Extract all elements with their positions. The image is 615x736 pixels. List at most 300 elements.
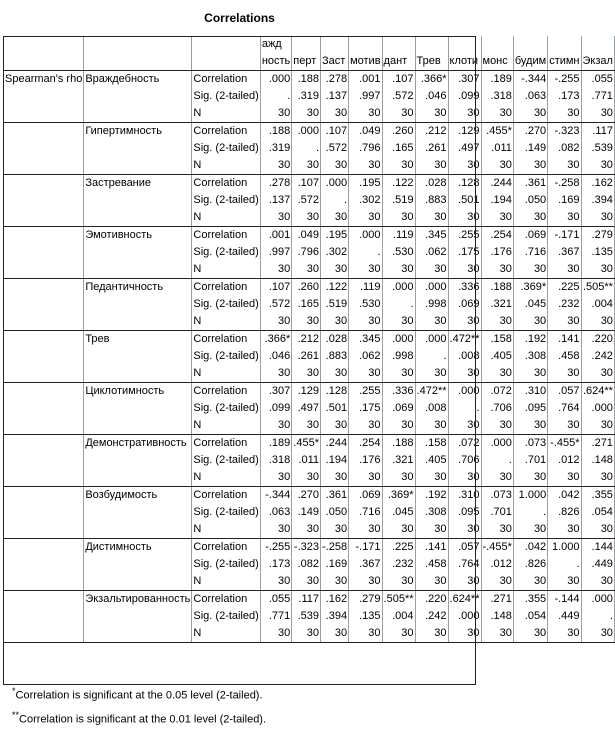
value-cell: 30 bbox=[481, 625, 513, 643]
value-cell: 30 bbox=[321, 521, 349, 539]
value-cell: .063 bbox=[260, 504, 291, 521]
value-cell: .158 bbox=[481, 331, 513, 349]
stub-cell bbox=[4, 469, 84, 487]
value-cell: .716 bbox=[349, 504, 382, 521]
stub-cell bbox=[4, 539, 84, 557]
stub-cell bbox=[4, 209, 84, 227]
value-cell: .057 bbox=[448, 539, 481, 557]
stub-cell bbox=[4, 313, 84, 331]
value-cell: .129 bbox=[448, 123, 481, 141]
table-row bbox=[4, 417, 615, 435]
value-cell: 30 bbox=[292, 105, 321, 123]
value-cell: .318 bbox=[481, 88, 513, 105]
stub-cell bbox=[4, 175, 84, 193]
value-cell: 30 bbox=[321, 105, 349, 123]
value-cell: .042 bbox=[513, 539, 547, 557]
value-cell: .128 bbox=[321, 383, 349, 401]
value-cell: .771 bbox=[581, 88, 614, 105]
value-cell: .054 bbox=[513, 608, 547, 625]
value-cell: .149 bbox=[513, 140, 547, 157]
value-cell: .369* bbox=[513, 279, 547, 297]
value-cell: 30 bbox=[415, 573, 448, 591]
stat-label: Correlation bbox=[192, 487, 260, 505]
value-cell: .394 bbox=[321, 608, 349, 625]
value-cell: .073 bbox=[513, 435, 547, 453]
value-cell: .188 bbox=[382, 435, 415, 453]
value-cell: .175 bbox=[448, 244, 481, 261]
value-cell: .458 bbox=[548, 348, 581, 365]
value-cell: .073 bbox=[481, 487, 513, 505]
value-cell: 30 bbox=[481, 261, 513, 279]
column-header-top bbox=[415, 36, 448, 53]
value-cell: 30 bbox=[349, 157, 382, 175]
footnote-1: *Correlation is significant at the 0.05 level (2-tailed). bbox=[12, 686, 263, 702]
value-cell: .701 bbox=[513, 452, 547, 469]
value-cell: 30 bbox=[548, 625, 581, 643]
header-corner bbox=[4, 53, 84, 71]
value-cell: .165 bbox=[292, 296, 321, 313]
table-row bbox=[4, 400, 615, 417]
value-cell: . bbox=[382, 296, 415, 313]
value-cell: .505** bbox=[581, 279, 614, 297]
value-cell: .122 bbox=[382, 175, 415, 193]
value-cell: 30 bbox=[548, 365, 581, 383]
value-cell: .212 bbox=[415, 123, 448, 141]
value-cell: 30 bbox=[548, 157, 581, 175]
value-cell: .369* bbox=[382, 487, 415, 505]
value-cell: 30 bbox=[349, 417, 382, 435]
value-cell: 30 bbox=[548, 209, 581, 227]
header-corner bbox=[192, 36, 260, 53]
stat-label: N bbox=[192, 105, 260, 123]
value-cell: .188 bbox=[481, 279, 513, 297]
value-cell: 30 bbox=[382, 469, 415, 487]
value-cell: .000 bbox=[382, 331, 415, 349]
value-cell: -.144 bbox=[548, 591, 581, 609]
value-cell: .367 bbox=[349, 556, 382, 573]
stat-label: Correlation bbox=[192, 383, 260, 401]
value-cell: .072 bbox=[481, 383, 513, 401]
value-cell: .232 bbox=[548, 296, 581, 313]
value-cell: 1.000 bbox=[513, 487, 547, 505]
value-cell: 30 bbox=[581, 521, 614, 539]
table-row bbox=[4, 261, 615, 279]
stat-label: N bbox=[192, 209, 260, 227]
value-cell: .449 bbox=[581, 556, 614, 573]
value-cell: .099 bbox=[448, 88, 481, 105]
value-cell: . bbox=[481, 452, 513, 469]
value-cell: 30 bbox=[581, 261, 614, 279]
column-header: мотив bbox=[349, 53, 382, 71]
stub-cell bbox=[4, 383, 84, 401]
table-title: Correlations bbox=[204, 11, 275, 25]
table-row bbox=[4, 71, 615, 89]
stat-label: Sig. (2-tailed) bbox=[192, 296, 260, 313]
value-cell: 30 bbox=[513, 625, 547, 643]
value-cell: 30 bbox=[581, 157, 614, 175]
value-cell: .998 bbox=[415, 296, 448, 313]
value-cell: .302 bbox=[321, 244, 349, 261]
value-cell: .242 bbox=[581, 348, 614, 365]
value-cell: .000 bbox=[448, 608, 481, 625]
value-cell: .062 bbox=[415, 244, 448, 261]
value-cell: .000 bbox=[581, 400, 614, 417]
stub-cell bbox=[4, 556, 84, 573]
value-cell: 30 bbox=[260, 365, 291, 383]
value-cell: . bbox=[581, 608, 614, 625]
value-cell: .394 bbox=[581, 192, 614, 209]
table-row bbox=[4, 435, 615, 453]
value-cell: .082 bbox=[548, 140, 581, 157]
value-cell: .764 bbox=[448, 556, 481, 573]
value-cell: .069 bbox=[448, 296, 481, 313]
value-cell: .624** bbox=[448, 591, 481, 609]
value-cell: .192 bbox=[513, 331, 547, 349]
value-cell: 30 bbox=[260, 469, 291, 487]
value-cell: .308 bbox=[513, 348, 547, 365]
table-row bbox=[4, 140, 615, 157]
stat-label: Sig. (2-tailed) bbox=[192, 452, 260, 469]
value-cell: 30 bbox=[448, 573, 481, 591]
stub-cell bbox=[4, 140, 84, 157]
value-cell: .225 bbox=[382, 539, 415, 557]
table-row bbox=[4, 123, 615, 141]
row-variable: Застревание bbox=[84, 175, 192, 193]
value-cell: .321 bbox=[481, 296, 513, 313]
value-cell: 30 bbox=[481, 365, 513, 383]
column-header: стимн bbox=[548, 53, 581, 71]
value-cell: .998 bbox=[382, 348, 415, 365]
stat-label: Sig. (2-tailed) bbox=[192, 608, 260, 625]
row-variable bbox=[84, 625, 192, 643]
value-cell: .001 bbox=[349, 71, 382, 89]
value-cell: 30 bbox=[260, 209, 291, 227]
value-cell: .082 bbox=[292, 556, 321, 573]
value-cell: 30 bbox=[292, 261, 321, 279]
value-cell: .000 bbox=[415, 279, 448, 297]
row-variable bbox=[84, 157, 192, 175]
value-cell: .279 bbox=[349, 591, 382, 609]
value-cell: 30 bbox=[448, 261, 481, 279]
table-row bbox=[4, 209, 615, 227]
value-cell: .176 bbox=[481, 244, 513, 261]
value-cell: .119 bbox=[382, 227, 415, 245]
table-row bbox=[4, 591, 615, 609]
value-cell: .242 bbox=[415, 608, 448, 625]
value-cell: 30 bbox=[260, 261, 291, 279]
value-cell: 30 bbox=[581, 573, 614, 591]
table-row bbox=[4, 539, 615, 557]
value-cell: .175 bbox=[349, 400, 382, 417]
stat-label: Sig. (2-tailed) bbox=[192, 400, 260, 417]
value-cell: 30 bbox=[292, 313, 321, 331]
value-cell: 30 bbox=[349, 365, 382, 383]
value-cell: .270 bbox=[292, 487, 321, 505]
value-cell: .000 bbox=[448, 383, 481, 401]
value-cell: .997 bbox=[349, 88, 382, 105]
stub-cell bbox=[4, 296, 84, 313]
value-cell: .458 bbox=[415, 556, 448, 573]
value-cell: .189 bbox=[260, 435, 291, 453]
value-cell: .000 bbox=[321, 175, 349, 193]
value-cell: .279 bbox=[581, 227, 614, 245]
row-variable bbox=[84, 608, 192, 625]
value-cell: .310 bbox=[513, 383, 547, 401]
value-cell: .072 bbox=[448, 435, 481, 453]
value-cell: 30 bbox=[382, 105, 415, 123]
value-cell: .501 bbox=[321, 400, 349, 417]
value-cell: -.171 bbox=[548, 227, 581, 245]
value-cell: 30 bbox=[260, 625, 291, 643]
value-cell: .128 bbox=[448, 175, 481, 193]
value-cell: .220 bbox=[415, 591, 448, 609]
value-cell: .225 bbox=[548, 279, 581, 297]
value-cell: .501 bbox=[448, 192, 481, 209]
value-cell: .049 bbox=[349, 123, 382, 141]
stub-cell bbox=[4, 192, 84, 209]
value-cell: .095 bbox=[448, 504, 481, 521]
stub-cell bbox=[4, 88, 84, 105]
value-cell: 30 bbox=[548, 313, 581, 331]
value-cell: .572 bbox=[321, 140, 349, 157]
row-variable bbox=[84, 244, 192, 261]
stat-label: N bbox=[192, 417, 260, 435]
value-cell: .366* bbox=[415, 71, 448, 89]
stat-label: Sig. (2-tailed) bbox=[192, 140, 260, 157]
value-cell: 30 bbox=[513, 521, 547, 539]
stat-label: Sig. (2-tailed) bbox=[192, 556, 260, 573]
table-row bbox=[4, 244, 615, 261]
value-cell: .000 bbox=[481, 435, 513, 453]
value-cell: .319 bbox=[260, 140, 291, 157]
value-cell: .826 bbox=[513, 556, 547, 573]
value-cell: .192 bbox=[415, 487, 448, 505]
value-cell: 30 bbox=[548, 417, 581, 435]
row-variable: Дистимность bbox=[84, 539, 192, 557]
value-cell: .117 bbox=[292, 591, 321, 609]
table-row bbox=[4, 348, 615, 365]
stat-label: Sig. (2-tailed) bbox=[192, 88, 260, 105]
table-row bbox=[4, 331, 615, 349]
value-cell: 30 bbox=[321, 573, 349, 591]
value-cell: 1.000 bbox=[548, 539, 581, 557]
value-cell: -.323 bbox=[548, 123, 581, 141]
value-cell: .716 bbox=[513, 244, 547, 261]
value-cell: .001 bbox=[260, 227, 291, 245]
value-cell: .000 bbox=[260, 71, 291, 89]
value-cell: .336 bbox=[448, 279, 481, 297]
value-cell: .997 bbox=[260, 244, 291, 261]
value-cell: 30 bbox=[321, 469, 349, 487]
value-cell: 30 bbox=[349, 521, 382, 539]
table-row bbox=[4, 487, 615, 505]
value-cell: 30 bbox=[292, 625, 321, 643]
value-cell: .050 bbox=[321, 504, 349, 521]
value-cell: .302 bbox=[349, 192, 382, 209]
value-cell: 30 bbox=[481, 573, 513, 591]
value-cell: 30 bbox=[349, 573, 382, 591]
stat-label: Correlation bbox=[192, 175, 260, 193]
value-cell: 30 bbox=[382, 209, 415, 227]
column-header: Трев bbox=[415, 53, 448, 71]
row-variable bbox=[84, 261, 192, 279]
value-cell: .270 bbox=[513, 123, 547, 141]
value-cell: .069 bbox=[349, 487, 382, 505]
stub-cell bbox=[4, 157, 84, 175]
table-row bbox=[4, 175, 615, 193]
value-cell: .173 bbox=[548, 88, 581, 105]
value-cell: .539 bbox=[581, 140, 614, 157]
correlations-table bbox=[3, 36, 615, 643]
stub-cell: Spearman's rho bbox=[4, 71, 84, 89]
value-cell: 30 bbox=[481, 157, 513, 175]
value-cell: 30 bbox=[382, 417, 415, 435]
value-cell: 30 bbox=[581, 209, 614, 227]
value-cell: .173 bbox=[260, 556, 291, 573]
column-header: Экзал bbox=[581, 53, 614, 71]
stub-cell bbox=[4, 105, 84, 123]
row-variable bbox=[84, 365, 192, 383]
value-cell: .220 bbox=[581, 331, 614, 349]
value-cell: .165 bbox=[382, 140, 415, 157]
stub-cell bbox=[4, 331, 84, 349]
value-cell: .107 bbox=[292, 175, 321, 193]
value-cell: .307 bbox=[448, 71, 481, 89]
value-cell: .028 bbox=[415, 175, 448, 193]
value-cell: .278 bbox=[321, 71, 349, 89]
value-cell: .045 bbox=[513, 296, 547, 313]
value-cell: 30 bbox=[415, 521, 448, 539]
stat-label: N bbox=[192, 521, 260, 539]
value-cell: 30 bbox=[292, 573, 321, 591]
value-cell: 30 bbox=[448, 313, 481, 331]
value-cell: .519 bbox=[321, 296, 349, 313]
value-cell: .042 bbox=[548, 487, 581, 505]
value-cell: .355 bbox=[513, 591, 547, 609]
value-cell: .367 bbox=[548, 244, 581, 261]
value-cell: 30 bbox=[513, 261, 547, 279]
table-row bbox=[4, 279, 615, 297]
value-cell: .158 bbox=[415, 435, 448, 453]
value-cell: .169 bbox=[548, 192, 581, 209]
value-cell: 30 bbox=[349, 625, 382, 643]
value-cell: .062 bbox=[349, 348, 382, 365]
value-cell: .194 bbox=[481, 192, 513, 209]
value-cell: .141 bbox=[548, 331, 581, 349]
value-cell: . bbox=[513, 504, 547, 521]
value-cell: .008 bbox=[448, 348, 481, 365]
value-cell: . bbox=[321, 192, 349, 209]
value-cell: 30 bbox=[382, 313, 415, 331]
stat-label: Correlation bbox=[192, 331, 260, 349]
value-cell: .706 bbox=[448, 452, 481, 469]
value-cell: .000 bbox=[382, 279, 415, 297]
row-variable: Гипертимность bbox=[84, 123, 192, 141]
value-cell: -.323 bbox=[292, 539, 321, 557]
value-cell: .321 bbox=[382, 452, 415, 469]
value-cell: .318 bbox=[260, 452, 291, 469]
value-cell: -.171 bbox=[349, 539, 382, 557]
value-cell: .195 bbox=[321, 227, 349, 245]
value-cell: 30 bbox=[448, 105, 481, 123]
stub-cell bbox=[4, 261, 84, 279]
table-row bbox=[4, 365, 615, 383]
value-cell: .149 bbox=[292, 504, 321, 521]
stat-label: N bbox=[192, 157, 260, 175]
table-row bbox=[4, 504, 615, 521]
value-cell: 30 bbox=[292, 417, 321, 435]
table-row bbox=[4, 192, 615, 209]
row-variable: Педантичность bbox=[84, 279, 192, 297]
row-variable bbox=[84, 296, 192, 313]
value-cell: 30 bbox=[548, 261, 581, 279]
column-header-top bbox=[292, 36, 321, 53]
stub-cell bbox=[4, 487, 84, 505]
table-row bbox=[4, 157, 615, 175]
row-variable: Циклотимность bbox=[84, 383, 192, 401]
stat-label: Correlation bbox=[192, 123, 260, 141]
value-cell: .449 bbox=[548, 608, 581, 625]
value-cell: 30 bbox=[321, 365, 349, 383]
value-cell: 30 bbox=[415, 417, 448, 435]
value-cell: 30 bbox=[292, 365, 321, 383]
value-cell: -.255 bbox=[548, 71, 581, 89]
value-cell: 30 bbox=[415, 261, 448, 279]
stat-label: Sig. (2-tailed) bbox=[192, 504, 260, 521]
value-cell: .345 bbox=[349, 331, 382, 349]
table-row bbox=[4, 469, 615, 487]
value-cell: .137 bbox=[321, 88, 349, 105]
value-cell: .046 bbox=[415, 88, 448, 105]
column-header: монс bbox=[481, 53, 513, 71]
header-corner bbox=[4, 36, 84, 53]
value-cell: .099 bbox=[260, 400, 291, 417]
value-cell: .336 bbox=[382, 383, 415, 401]
value-cell: -.344 bbox=[260, 487, 291, 505]
stat-label: Sig. (2-tailed) bbox=[192, 348, 260, 365]
value-cell: 30 bbox=[321, 625, 349, 643]
stub-cell bbox=[4, 452, 84, 469]
value-cell: .472** bbox=[415, 383, 448, 401]
column-header-top bbox=[513, 36, 547, 53]
value-cell: .455* bbox=[481, 123, 513, 141]
row-variable bbox=[84, 469, 192, 487]
stat-label: Sig. (2-tailed) bbox=[192, 244, 260, 261]
value-cell: 30 bbox=[292, 209, 321, 227]
value-cell: 30 bbox=[448, 157, 481, 175]
value-cell: .069 bbox=[513, 227, 547, 245]
value-cell: .000 bbox=[292, 123, 321, 141]
value-cell: -.255 bbox=[260, 539, 291, 557]
value-cell: .212 bbox=[292, 331, 321, 349]
stub-cell bbox=[4, 521, 84, 539]
column-header-top bbox=[581, 36, 614, 53]
value-cell: .063 bbox=[513, 88, 547, 105]
value-cell: -.258 bbox=[321, 539, 349, 557]
value-cell: 30 bbox=[349, 261, 382, 279]
value-cell: .055 bbox=[581, 71, 614, 89]
value-cell: .107 bbox=[260, 279, 291, 297]
value-cell: .519 bbox=[382, 192, 415, 209]
value-cell: 30 bbox=[513, 573, 547, 591]
value-cell: .055 bbox=[260, 591, 291, 609]
value-cell: .028 bbox=[321, 331, 349, 349]
value-cell: 30 bbox=[321, 313, 349, 331]
table-row bbox=[4, 625, 615, 643]
row-variable bbox=[84, 504, 192, 521]
table-row bbox=[4, 88, 615, 105]
value-cell: .004 bbox=[581, 296, 614, 313]
